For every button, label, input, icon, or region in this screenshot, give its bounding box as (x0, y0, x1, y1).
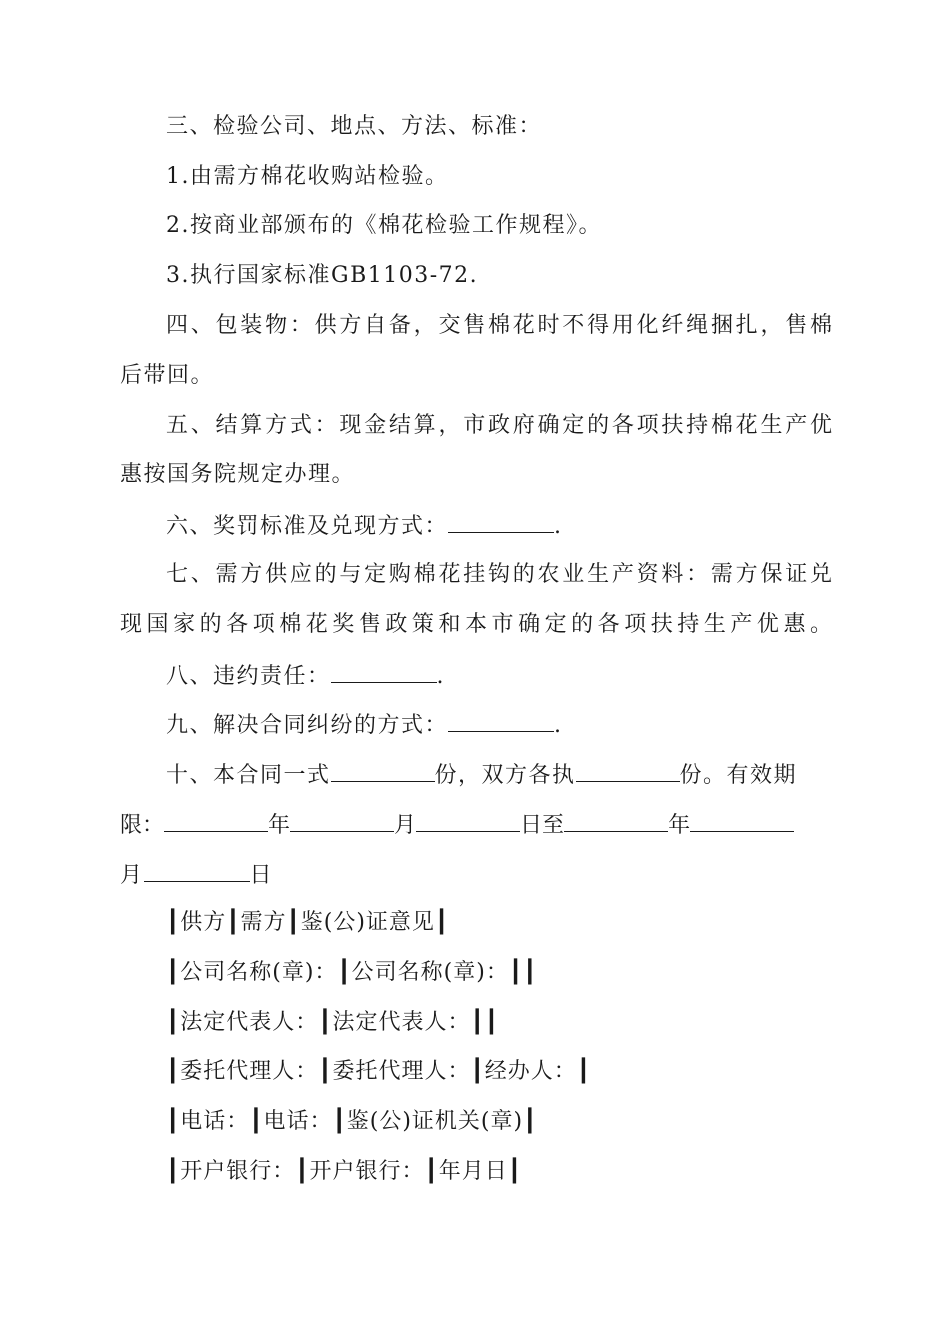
start-year-label: 年 (268, 813, 291, 838)
start-day-blank (416, 809, 520, 832)
section-5-line-1: 五、结算方式：现金结算，市政府确定的各项扶持棉花生产优 (166, 413, 832, 438)
start-month-label: 月 (394, 813, 417, 838)
validity-limit-label: 限： (120, 813, 165, 838)
section-8-period: . (436, 664, 446, 689)
section-6-blank (448, 510, 554, 533)
end-day-label: 日 (249, 863, 274, 888)
end-year-blank (564, 809, 668, 832)
section-5-line-2: 惠按国务院规定办理。 (120, 462, 356, 487)
section-4-line-2: 后带回。 (120, 363, 215, 388)
section-10-each-label: 份，双方各执 (434, 763, 576, 788)
section-10-copies-blank (331, 759, 435, 782)
end-month-label: 月 (120, 863, 144, 888)
section-10-each-blank (576, 759, 680, 782)
section-8-blank (331, 660, 437, 683)
section-3-item-3: 3.执行国家标准GB1103-72. (166, 263, 479, 288)
signature-table-row-3: ┃法定代表人：┃法定代表人：┃┃ (166, 1010, 499, 1035)
section-7-line-2: 现国家的各项棉花奖售政策和本市确定的各项扶持生产优惠。 (120, 612, 832, 637)
signature-table-row-1: ┃供方┃需方┃鉴(公)证意见┃ (166, 910, 450, 935)
start-year-blank (164, 809, 268, 832)
section-3-item-2: 2.按商业部颁布的《棉花检验工作规程》。 (166, 213, 602, 238)
section-6-line (166, 510, 832, 542)
section-8-label: 八、违约责任： (166, 664, 331, 689)
section-4-line-1: 四、包装物：供方自备，交售棉花时不得用化纤绳捆扎，售棉 (166, 313, 832, 338)
section-9-label: 九、解决合同纠纷的方式： (166, 713, 449, 738)
start-day-to-label: 日至 (520, 813, 565, 838)
end-year-label: 年 (668, 813, 691, 838)
section-9-period: . (554, 713, 563, 738)
section-9-blank (448, 709, 554, 732)
signature-table-row-4: ┃委托代理人：┃委托代理人：┃经办人：┃ (166, 1059, 591, 1084)
section-10-line-1 (166, 759, 832, 791)
section-10-copies-label: 十、本合同一式 (166, 763, 331, 788)
section-9-line (166, 709, 832, 741)
end-day-blank (144, 859, 250, 882)
section-8-line (166, 660, 832, 692)
signature-table-row-6: ┃开户银行：┃开户银行：┃年月日┃ (166, 1159, 522, 1184)
section-10-validity-label: 份。有效期 (679, 763, 798, 788)
section-7-line-1: 七、需方供应的与定购棉花挂钩的农业生产资料：需方保证兑 (166, 562, 832, 587)
section-3-heading: 三、检验公司、地点、方法、标准： (166, 114, 543, 139)
end-month-blank-part (690, 809, 794, 832)
start-month-blank (290, 809, 394, 832)
signature-table-row-2: ┃公司名称(章)：┃公司名称(章)：┃┃ (166, 960, 538, 985)
section-3-item-1: 1.由需方棉花收购站检验。 (166, 164, 449, 189)
section-10-line-3 (120, 859, 832, 891)
signature-table-row-5: ┃电话：┃电话：┃鉴(公)证机关(章)┃ (166, 1109, 538, 1134)
section-10-line-2 (120, 809, 832, 841)
section-6-period: . (554, 514, 563, 539)
section-6-label: 六、奖罚标准及兑现方式： (166, 514, 449, 539)
